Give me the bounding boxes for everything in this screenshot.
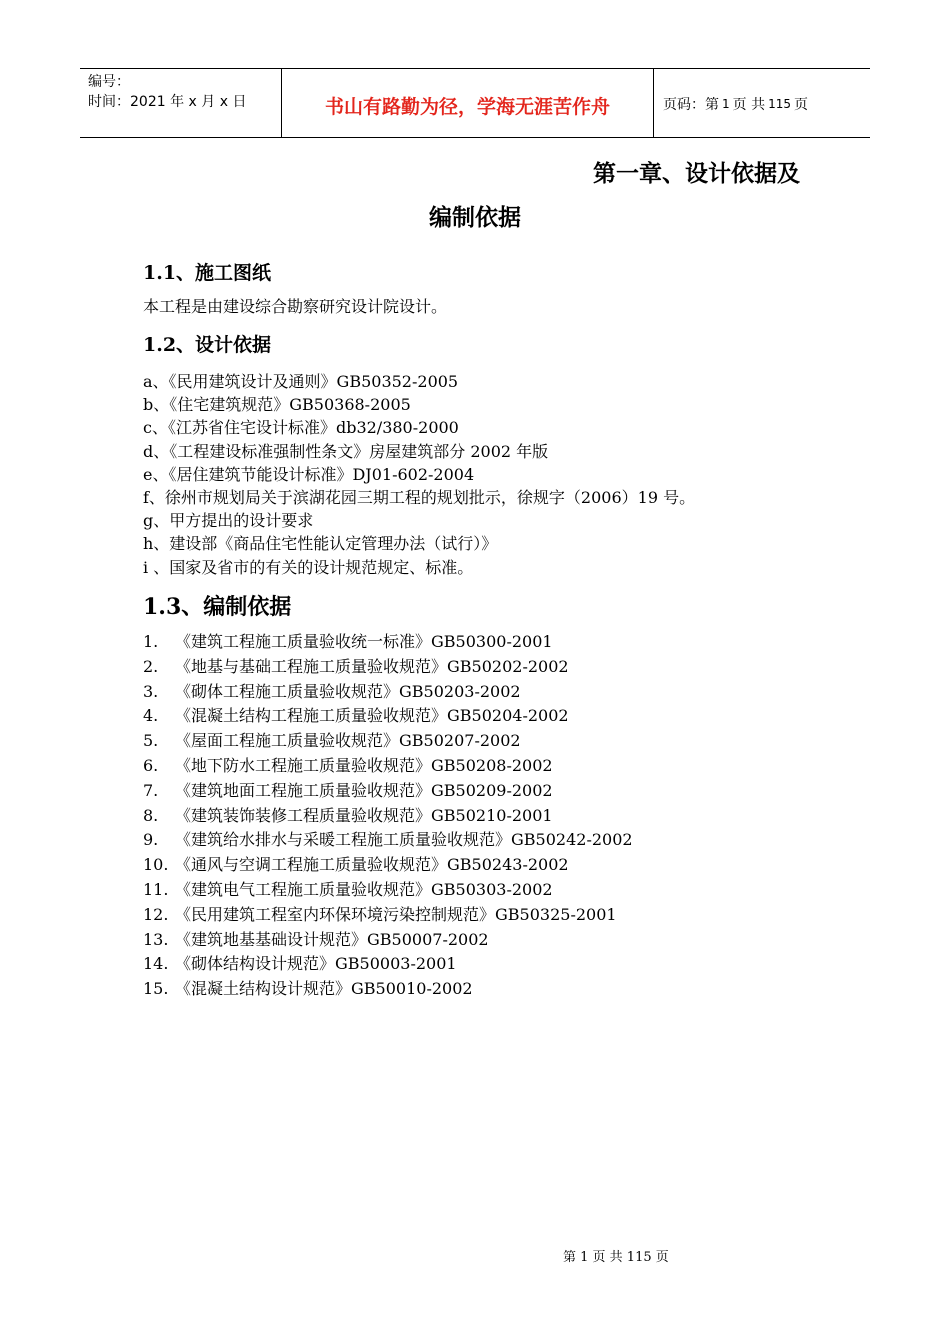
header-motto: 书山有路勤为径，学海无涯苦作舟 xyxy=(282,69,654,137)
list-item-index: 8. xyxy=(143,805,159,825)
list-item-text: 《建筑工程施工质量验收统一标准》GB50300-2001 xyxy=(175,632,553,651)
design-basis-list xyxy=(143,370,695,579)
list-item-index: 15. xyxy=(143,979,169,999)
list-item-index: 5. xyxy=(143,731,159,751)
list-item-text: 《建筑电气工程施工质量验收规范》GB50303-2002 xyxy=(175,879,553,899)
list-item xyxy=(143,754,633,779)
list-item xyxy=(143,779,633,804)
list-item: c、《江苏省住宅设计标准》db32/380-2000 xyxy=(143,418,459,438)
header-meta xyxy=(80,69,282,137)
list-item: a、《民用建筑设计及通则》GB50352-2005 xyxy=(143,372,459,391)
page-header xyxy=(80,68,870,138)
list-item-text: 《砌体工程施工质量验收规范》GB50203-2002 xyxy=(175,681,521,701)
section-heading-1-3: 1.3、编制依据 xyxy=(143,594,292,620)
list-item: i 、国家及省市的有关的设计规范规定、标准。 xyxy=(143,557,474,577)
list-item: h、建设部《商品住宅性能认定管理办法（试行）》 xyxy=(143,534,498,554)
list-item xyxy=(143,952,633,977)
page-mid: 页 共 xyxy=(732,97,766,113)
list-item-index: 9. xyxy=(143,830,159,850)
page-footer: 第 1 页 共 115 页 xyxy=(563,1250,669,1265)
list-item xyxy=(143,630,633,655)
chapter-title-line1: 第一章、设计依据及 xyxy=(593,161,800,187)
list-item-text: 《地下防水工程施工质量验收规范》GB50208-2002 xyxy=(175,755,553,775)
list-item xyxy=(143,928,633,953)
list-item-index: 2. xyxy=(143,656,159,676)
list-item-index: 3. xyxy=(143,681,159,701)
chapter-title-line2: 编制依据 xyxy=(429,205,521,231)
list-item-index: 13. xyxy=(143,929,169,949)
list-item-text: 《建筑给水排水与采暖工程施工质量验收规范》GB50242-2002 xyxy=(175,830,633,850)
list-item: b、《住宅建筑规范》GB50368-2005 xyxy=(143,395,411,415)
list-item: e、《居住建筑节能设计标准》DJ01-602-2004 xyxy=(143,464,475,484)
list-item-text: 《砌体结构设计规范》GB50003-2001 xyxy=(175,954,457,974)
list-item-index: 6. xyxy=(143,755,159,775)
list-item xyxy=(143,729,633,754)
page-total: 115 xyxy=(768,97,791,111)
list-item-index: 12. xyxy=(143,904,169,924)
time-label: 时间：2021 年 x 月 x 日 xyxy=(88,94,247,110)
list-item: d、《工程建设标准强制性条文》房屋建筑部分 2002 年版 xyxy=(143,441,549,461)
list-item-index: 4. xyxy=(143,706,159,726)
compilation-basis-list xyxy=(143,630,633,1002)
list-item-index: 7. xyxy=(143,780,159,800)
page-suffix: 页 xyxy=(794,97,808,113)
serial-label: 编号： xyxy=(88,74,130,90)
list-item-index: 10. xyxy=(143,855,169,875)
list-item xyxy=(143,680,633,705)
list-item xyxy=(143,655,633,680)
list-item xyxy=(143,853,633,878)
list-item xyxy=(143,977,633,1002)
list-item-text: 《建筑装饰装修工程质量验收规范》GB50210-2001 xyxy=(175,805,553,825)
list-item xyxy=(143,828,633,853)
list-item xyxy=(143,903,633,928)
list-item-index: 1. xyxy=(143,632,159,651)
list-item-text: 《屋面工程施工质量验收规范》GB50207-2002 xyxy=(175,731,521,751)
section-1-1-text: 本工程是由建设综合勘察研究设计院设计。 xyxy=(143,297,448,316)
section-heading-1-2: 1.2、设计依据 xyxy=(143,334,272,356)
page-current: 1 xyxy=(722,97,730,111)
page-prefix: 页码：第 xyxy=(663,97,719,113)
list-item-text: 《民用建筑工程室内环保环境污染控制规范》GB50325-2001 xyxy=(175,904,617,924)
list-item xyxy=(143,704,633,729)
list-item xyxy=(143,804,633,829)
list-item xyxy=(143,878,633,903)
list-item: g、甲方提出的设计要求 xyxy=(143,511,314,531)
header-page-number xyxy=(654,69,870,137)
list-item-text: 《通风与空调工程施工质量验收规范》GB50243-2002 xyxy=(175,855,569,875)
list-item-text: 《混凝土结构工程施工质量验收规范》GB50204-2002 xyxy=(175,706,569,726)
list-item-text: 《建筑地基基础设计规范》GB50007-2002 xyxy=(175,929,489,949)
list-item-text: 《建筑地面工程施工质量验收规范》GB50209-2002 xyxy=(175,780,553,800)
section-heading-1-1: 1.1、施工图纸 xyxy=(143,262,272,284)
list-item-index: 11. xyxy=(143,879,169,899)
list-item-text: 《混凝土结构设计规范》GB50010-2002 xyxy=(175,979,473,999)
list-item-index: 14. xyxy=(143,954,169,974)
list-item: f、徐州市规划局关于滨湖花园三期工程的规划批示，徐规字（2006）19 号。 xyxy=(143,488,696,508)
list-item-text: 《地基与基础工程施工质量验收规范》GB50202-2002 xyxy=(175,656,569,676)
